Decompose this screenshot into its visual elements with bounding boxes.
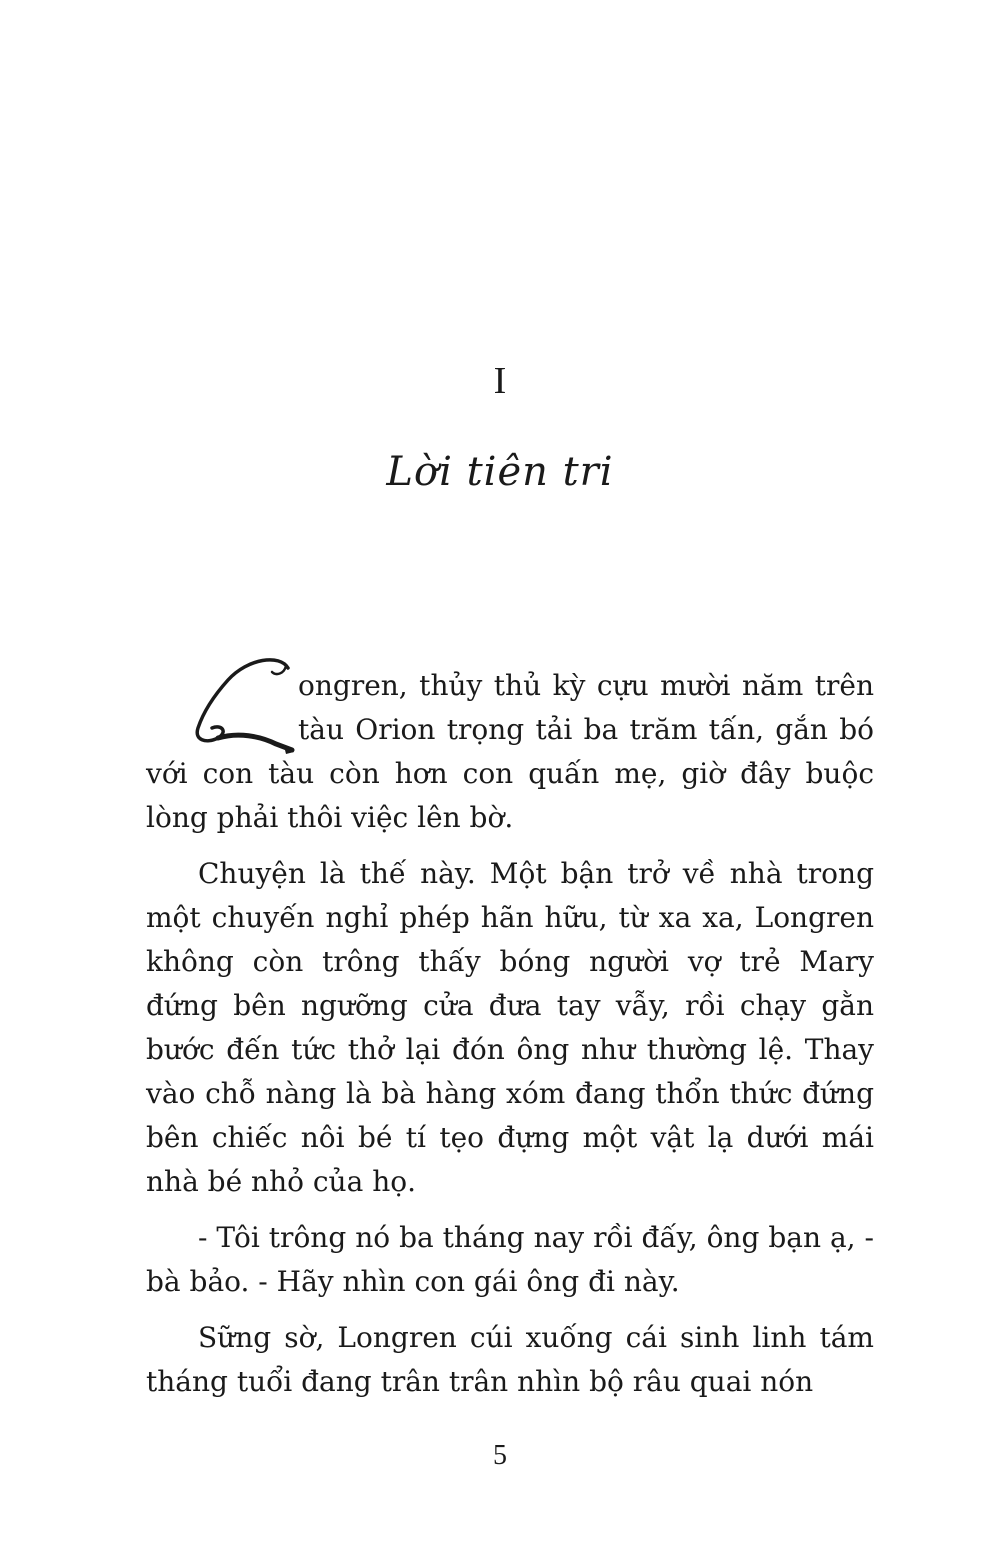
dropcap [146,664,296,752]
page-number: 5 [493,1440,507,1471]
dropcap-l-glyph [188,654,298,754]
paragraph-1-text: ongren, thủy thủ kỳ cựu mười năm trên tàu Orion trọng tải ba trăm tấn, gắn bó với con tàu còn hơn con quấn mẹ, giờ đây buộc lòng phải thôi việc lên bờ. [146,669,874,834]
chapter-title: Lời tiên tri [386,449,614,495]
chapter-number: I [493,360,507,402]
paragraph-3: - Tôi trông nó ba tháng nay rồi đấy, ông bạn ạ, - bà bảo. - Hãy nhìn con gái ông đi này. [146,1221,874,1298]
paragraph-1 [146,664,874,840]
paragraph-2: Chuyện là thế này. Một bận trở về nhà trong một chuyến nghỉ phép hãn hữu, từ xa xa, Longren không còn trông thấy bóng người vợ trẻ Mary đứng bên ngưỡng cửa đưa tay vẫy, rồi chạy gằn bước đến tức thở lại đón ông như thường lệ. Thay vào chỗ nàng là bà hàng xóm đang thổn thức đứng bên chiếc nôi bé tí tẹo đựng một vật lạ dưới mái nhà bé nhỏ của họ. [146,857,874,1198]
body-text [146,664,874,1416]
paragraph-4: Sững sờ, Longren cúi xuống cái sinh linh tám tháng tuổi đang trân trân nhìn bộ râu quai nón [146,1321,874,1398]
